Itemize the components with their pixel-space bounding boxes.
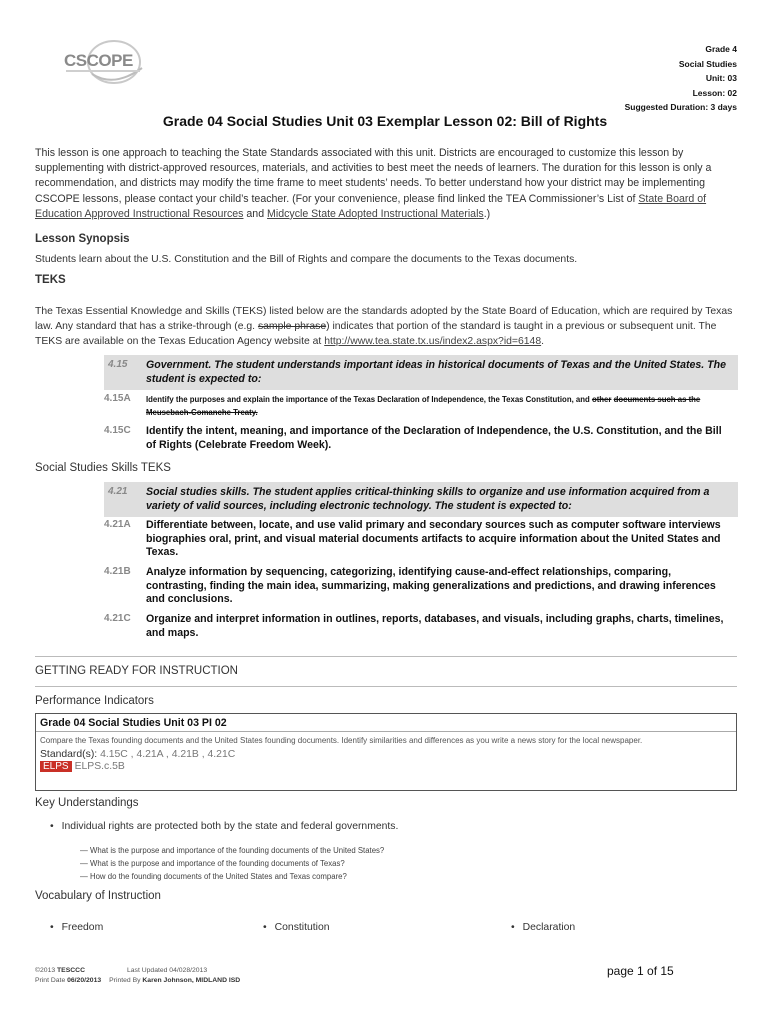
standard-text: Organize and interpret information in outlines, reports, databases, and visuals, including graphs, charts, timelines, and maps. [146,613,724,639]
pi-standards [36,748,736,760]
pi-description: Compare the Texas founding documents and the United States founding documents. Identify similarities and differences as you write a news story for the local newspaper. [40,736,643,745]
teks-intro-end: . [541,336,544,347]
sboe-resources-link[interactable]: State Board of Education Approved Instructional Resources [35,192,707,220]
performance-heading: Performance Indicators [35,695,154,707]
tesccc: TESCCC [57,967,85,974]
standard-4-21a [104,519,734,560]
standard-strike-part: other [591,395,612,404]
standard-4-15c [104,425,734,452]
synopsis-heading: Lesson Synopsis [35,233,130,245]
standard-text-part: Identify the purposes and explain the importance of the Texas Declaration of Independence, the Texas Constitution, and [146,395,592,404]
vocab-item: • Freedom [50,922,103,933]
page-number: page 1 of 15 [607,964,674,978]
standard-4-21 [104,482,738,517]
grade-label: Grade 4 [705,44,737,54]
performance-indicator-box [35,713,737,791]
standard-4-15 [104,355,738,390]
standard-code: 4.15C [104,425,131,436]
intro-end: .) [483,207,491,220]
printed-by: Karen Johnson, MIDLAND ISD [142,977,241,984]
teks-intro-strike: sample phrase [257,321,327,332]
teks-intro-a: The Texas Essential Knowledge and Skills (TEKS) listed below are the standards adopted by the State Board of Education, which are required by Texas law. Any standard that has a strike-through (e.g. [35,306,733,332]
teks-intro-b: ) indicates that portion of the standard is taught in a previous or subsequent unit. The TEKS are available on the Texas Education Agency website at [35,321,717,347]
unit-label: Unit: 03 [705,73,737,84]
tea-website-link[interactable]: http://www.tea.state.tx.us/index2.aspx?id=6148 [324,336,542,347]
guiding-question: — How do the founding documents of the United States and Texas compare? [80,872,347,881]
standard-4-15a [104,393,734,419]
duration-label: Suggested Duration: 3 days [624,102,737,113]
standard-4-21c [104,613,734,640]
print-date-label: Print Date [35,977,68,984]
standard-4-21b [104,566,734,607]
intro-conjunction: and [243,207,268,220]
last-updated: Last Updated 04/028/2013 [126,967,208,974]
standard-strike-part: documents such as the Meusebach-Comanche Treaty. [146,395,701,417]
standard-code: 4.21B [104,566,131,577]
print-date: 06/20/2013 [67,977,102,984]
logo-text: CSCOPE [64,51,133,70]
divider [35,686,737,687]
copyright: ©2013 [35,967,58,974]
footer-line-2 [35,976,240,986]
cscope-logo [62,38,152,88]
elps-tag: ELPS [40,761,72,772]
printed-by-label: Printed By [109,977,143,984]
standard-text: Analyze information by sequencing, categorizing, identifying cause-and-effect relationships, comparing, contrasting, finding the main idea, summarizing, making generalizations and predictions, and drawing inferences and conclusions. [146,566,716,606]
header-meta [625,42,737,115]
teks-intro [35,304,737,349]
key-understanding-item: • Individual rights are protected both by the state and federal governments. [50,821,398,832]
standard-code: 4.15 [108,359,128,370]
standard-text [146,393,734,419]
guiding-question: — What is the purpose and importance of the founding documents of Texas? [80,859,345,868]
standards-label: Standard(s): [40,749,101,760]
getting-ready-heading: GETTING READY FOR INSTRUCTION [35,665,238,677]
key-understandings-heading: Key Understandings [35,797,139,809]
standards-codes: 4.15C , 4.21A , 4.21B , 4.21C [100,749,236,760]
pi-elps [36,760,736,772]
divider [35,656,737,657]
subject-label: Social Studies [678,58,737,69]
standard-code: 4.21 [108,486,128,497]
standard-code: 4.21A [104,519,131,530]
footer-line-1 [35,966,240,976]
intro-paragraph [35,146,737,222]
standard-text: Social studies skills. The student applies critical-thinking skills to organize and use information acquired from a variety of valid sources, including electronic technology. The student is expected to: [146,486,710,512]
footer-info [35,966,240,986]
vocab-item: • Constitution [263,922,330,933]
standard-text: Identify the intent, meaning, and importance of the Declaration of Independence, the U.S. Constitution, and the Bill of Rights (Celebrate Freedom Week). [146,425,722,451]
elps-code: ELPS.c.5B [74,761,125,772]
teks-heading: TEKS [35,274,66,286]
guiding-question: — What is the purpose and importance of the founding documents of the United States? [80,846,385,855]
standard-code: 4.21C [104,613,131,624]
pi-title: Grade 04 Social Studies Unit 03 PI 02 [36,714,736,732]
lesson-label: Lesson: 02 [692,87,737,98]
vocabulary-heading: Vocabulary of Instruction [35,890,161,902]
skills-heading: Social Studies Skills TEKS [35,462,171,474]
vocab-item: • Declaration [511,922,575,933]
standard-text: Government. The student understands important ideas in historical documents of Texas and the United States. The student is expected to: [146,359,727,385]
midcycle-materials-link[interactable]: Midcycle State Adopted Instructional Materials [267,207,484,220]
standard-text: Differentiate between, locate, and use valid primary and secondary sources such as computer software interviews biographies oral, print, and visual material documents artifacts to acquire information about the United States and Texas. [146,519,721,559]
synopsis-text: Students learn about the U.S. Constitution and the Bill of Rights and compare the documents to the Texas documents. [35,254,578,265]
intro-text: This lesson is one approach to teaching the State Standards associated with this unit. Districts are encouraged to customize this lesson by supplementing with district-approved resources, materials, and activities to best meet the needs of learners. The duration for this lesson is only a recommendation, and districts may modify the time frame to meet students’ needs. To better understand how your district may be implementing CSCOPE lessons, please contact your child’s teacher. (For your convenience, please find linked the TEA Commissioner’s List of [35,147,712,205]
page-title: Grade 04 Social Studies Unit 03 Exemplar Lesson 02: Bill of Rights [162,113,608,129]
standard-code: 4.15A [104,393,131,404]
